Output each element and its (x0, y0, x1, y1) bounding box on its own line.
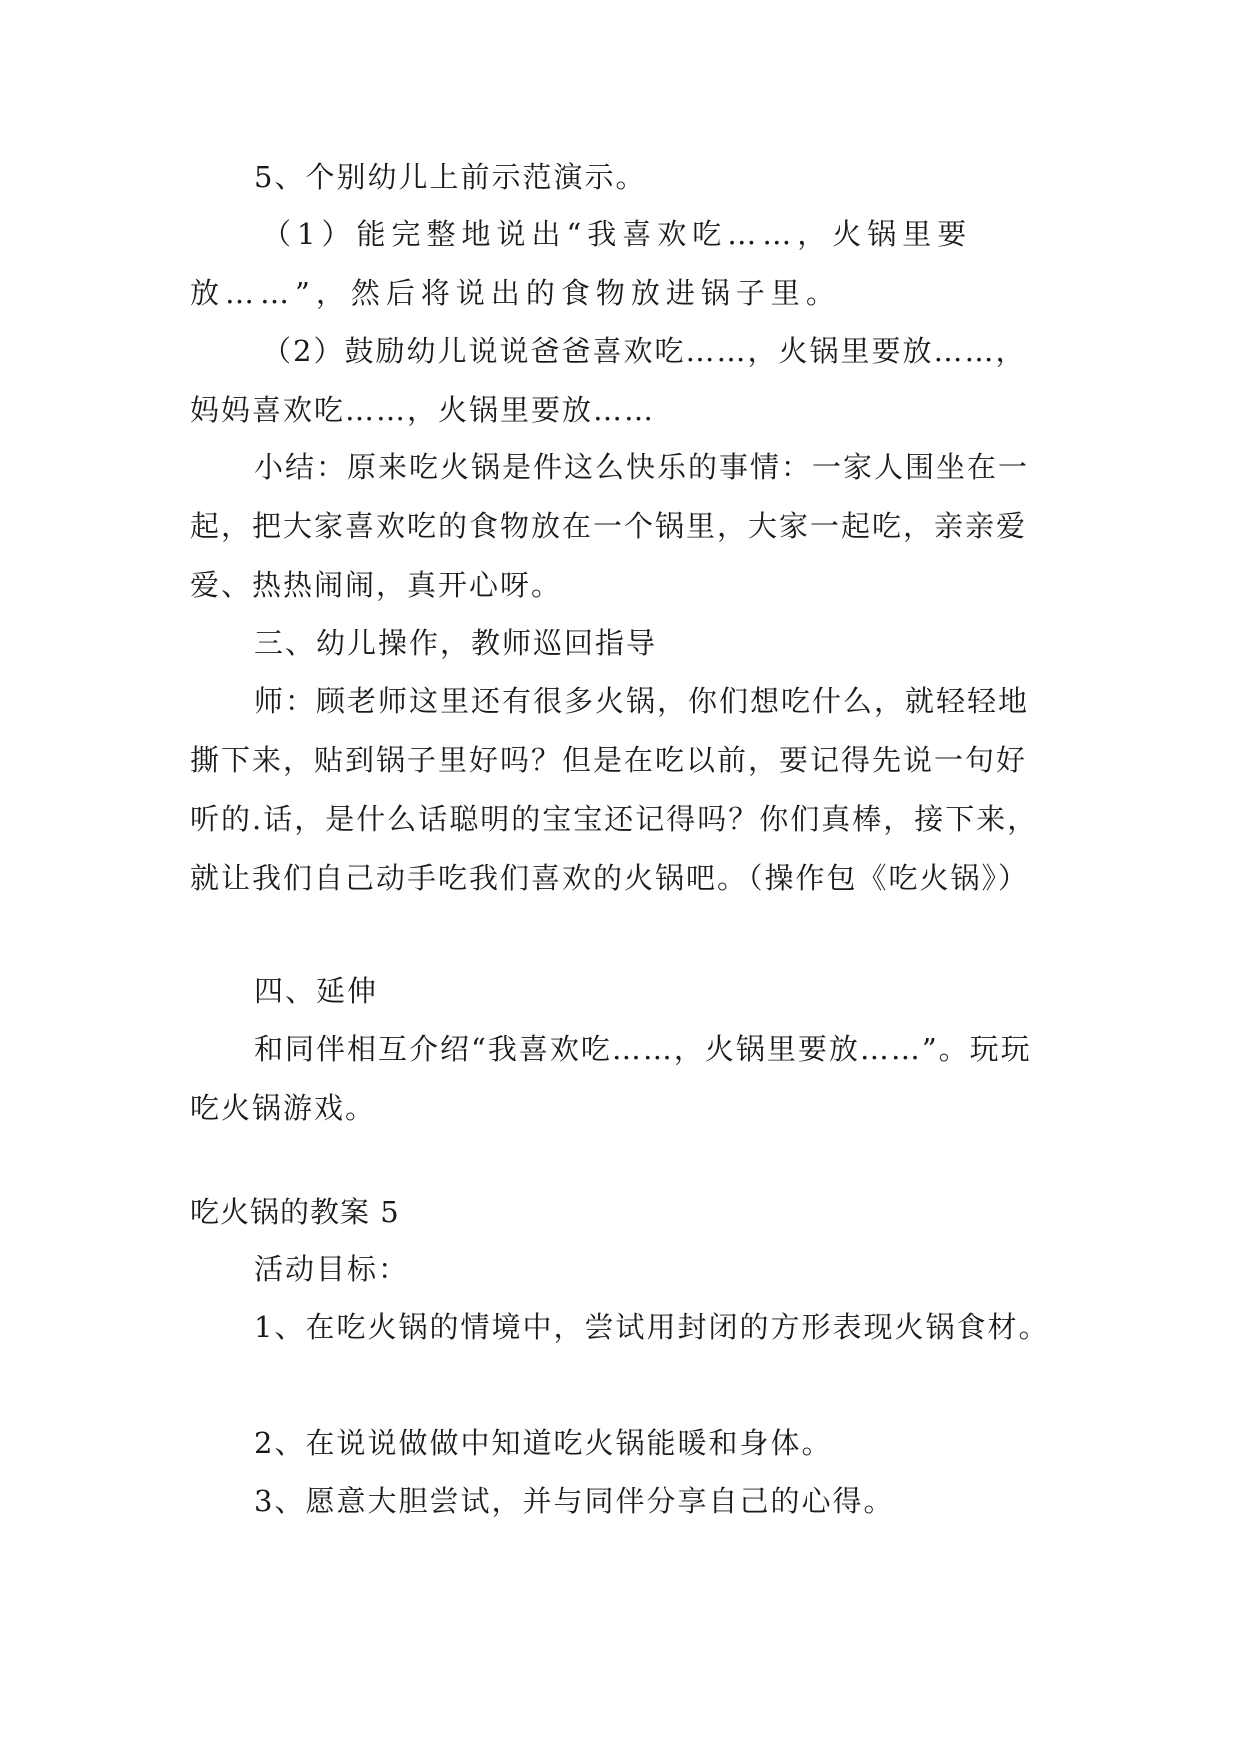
paragraph-objectives-label: 活动目标： (254, 1252, 410, 1286)
paragraph-objective-1: 1、在吃火锅的情境中，尝试用封闭的方形表现火锅食材。 (254, 1310, 1050, 1344)
paragraph-objective-3: 3、愿意大胆尝试，并与同伴分享自己的心得。 (254, 1484, 895, 1518)
paragraph-section-four: 四、延伸 (254, 974, 379, 1008)
paragraph-teacher-instruction: 师：顾老师这里还有很多火锅，你们想吃什么，就轻轻地撕下来，贴到锅子里好吗？但是在吃以前，要记得先说一句好听的.话，是什么话聪明的宝宝还记得吗？你们真棒，接下来，就让我们自己动手吃我们喜欢的火锅吧。（操作包《吃火锅》） (190, 684, 1039, 895)
paragraph-objective-2: 2、在说说做做中知道吃火锅能暖和身体。 (254, 1426, 833, 1460)
section-title: 吃火锅的教案 5 (190, 1195, 400, 1229)
paragraph-step-5-1: （1）能完整地说出“我喜欢吃……，火锅里要放……”，然后将说出的食物放进锅子里。 (190, 217, 973, 310)
paragraph-step-5: 5、个别幼儿上前示范演示。 (254, 160, 647, 194)
paragraph-summary: 小结：原来吃火锅是件这么快乐的事情：一家人围坐在一起，把大家喜欢吃的食物放在一个锅里，大家一起吃，亲亲爱爱、热热闹闹，真开心呀。 (190, 450, 1030, 602)
paragraph-step-5-2: （2）鼓励幼儿说说爸爸喜欢吃……，火锅里要放……，妈妈喜欢吃……，火锅里要放…… (190, 334, 1027, 427)
paragraph-section-three: 三、幼儿操作，教师巡回指导 (254, 626, 658, 660)
paragraph-extension: 和同伴相互介绍“我喜欢吃……，火锅里要放……”。玩玩吃火锅游戏。 (190, 1032, 1032, 1125)
